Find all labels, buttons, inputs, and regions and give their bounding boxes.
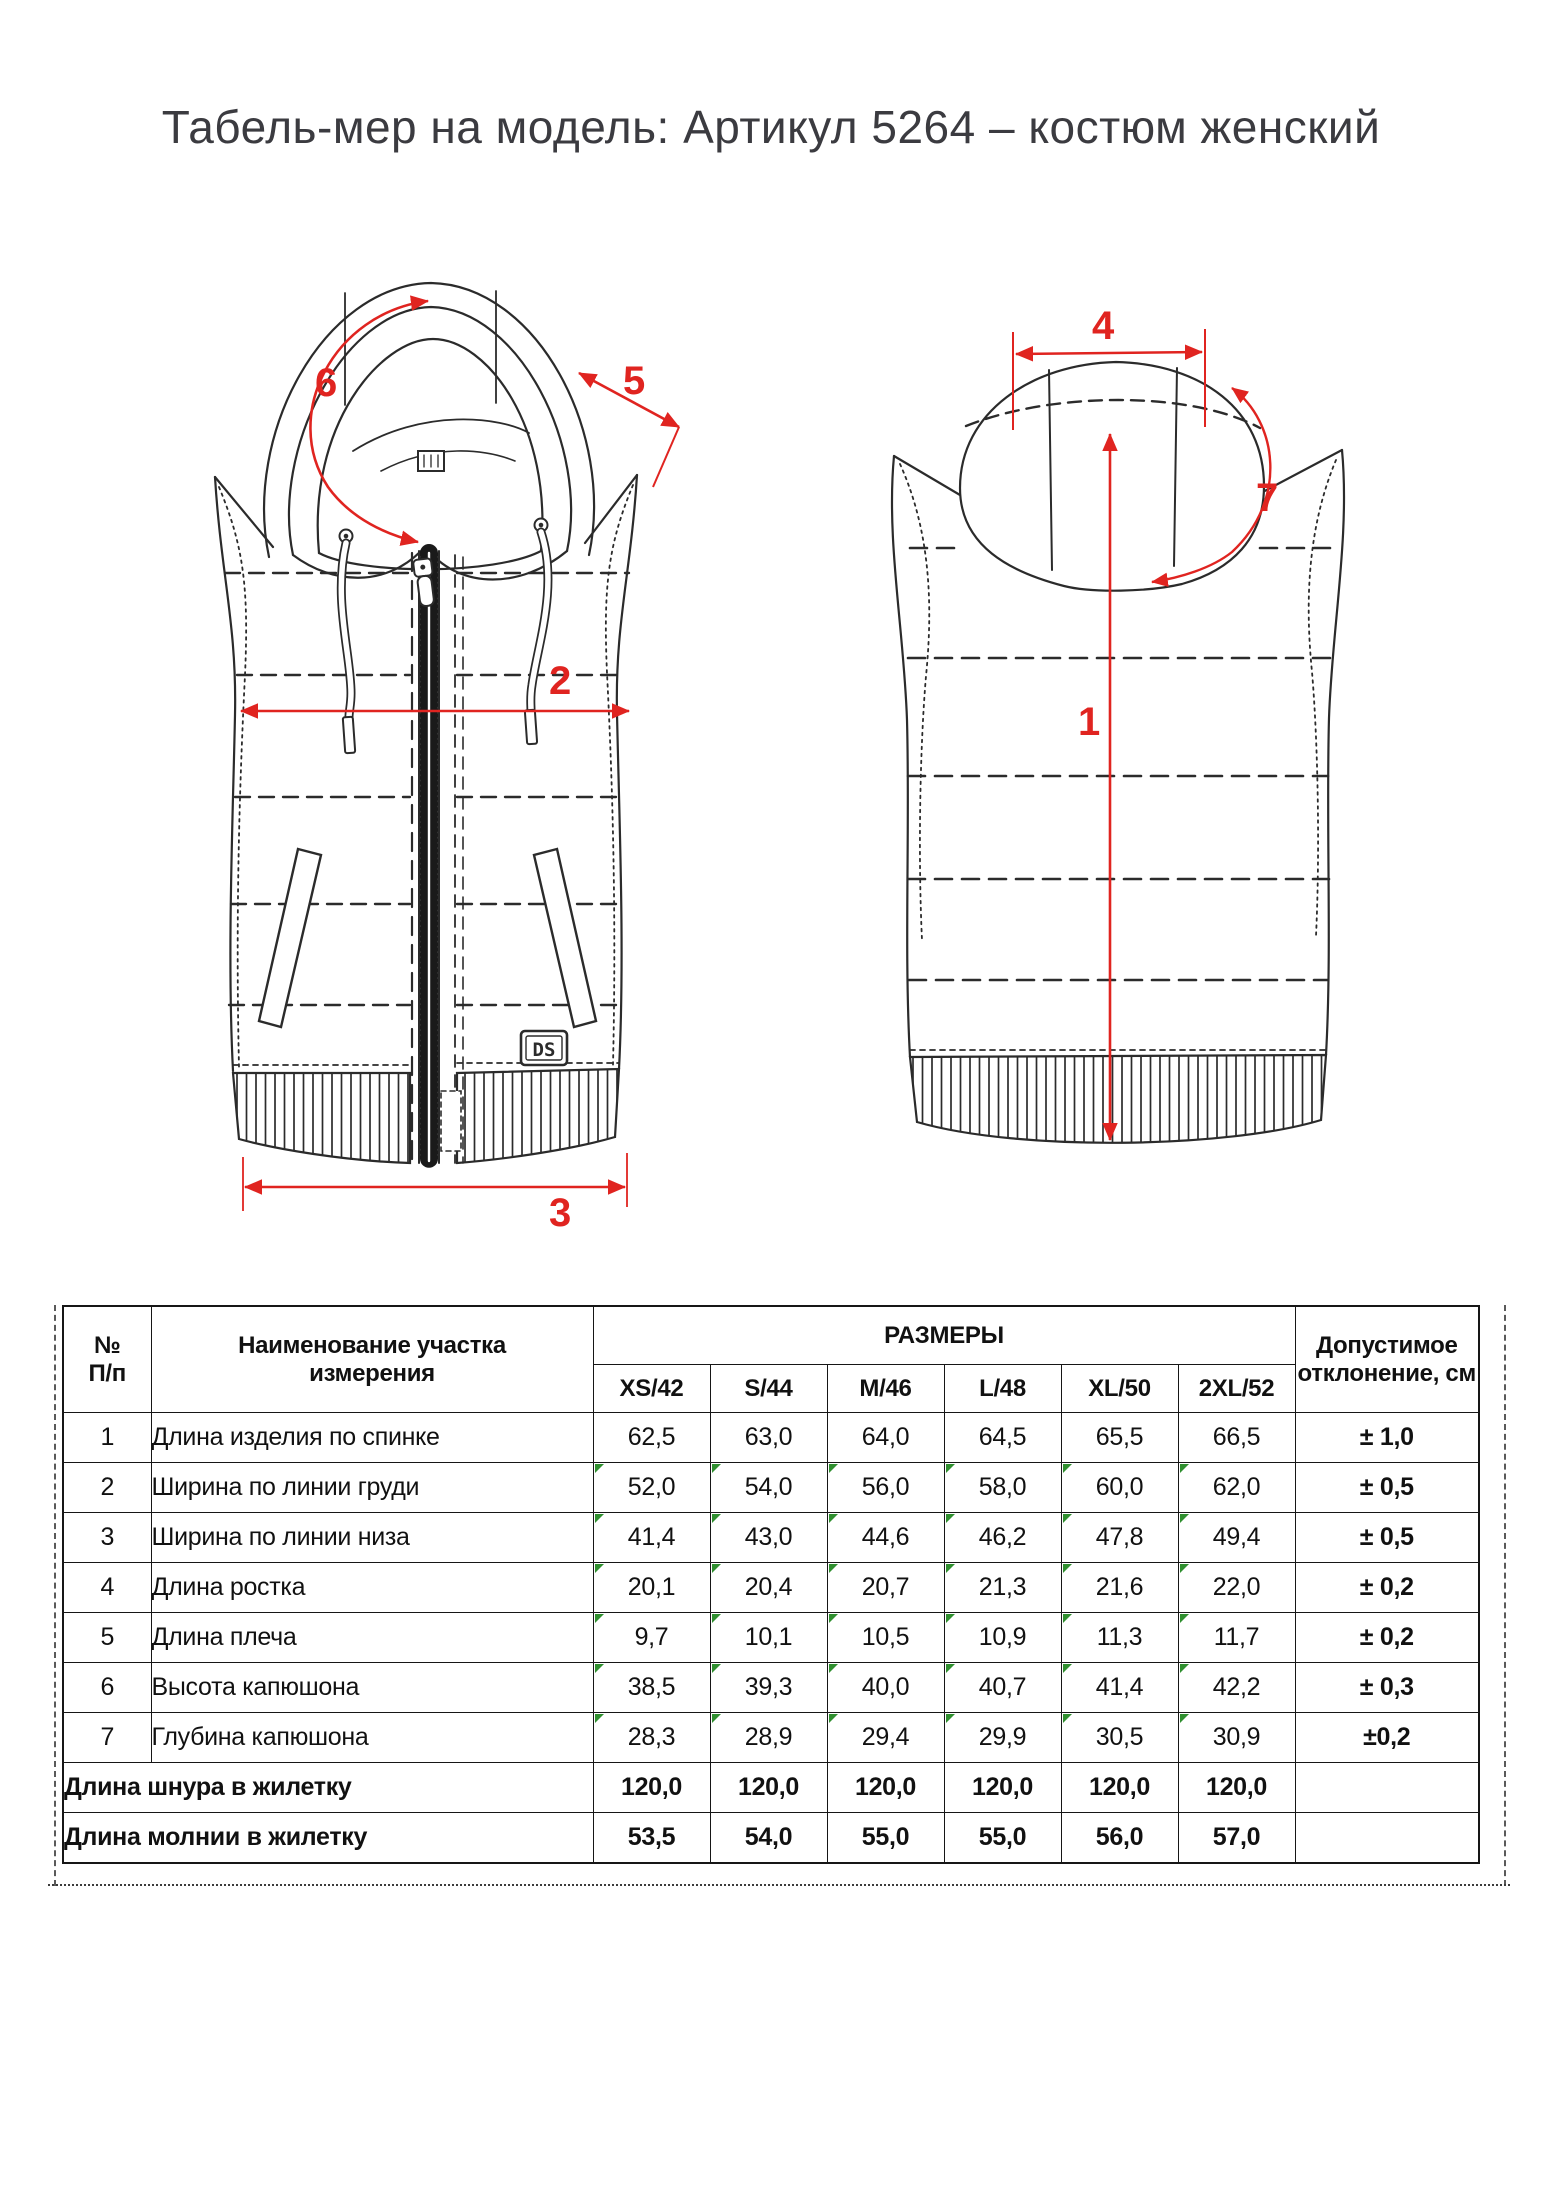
cell-flag-icon xyxy=(829,1614,838,1623)
cell-flag-icon xyxy=(829,1664,838,1673)
cell-flag-icon xyxy=(946,1514,955,1523)
cell-flag-icon xyxy=(1063,1464,1072,1473)
cell-flag-icon xyxy=(1063,1714,1072,1723)
size-value-cell: 56,0 xyxy=(1061,1813,1178,1864)
size-value-cell: 120,0 xyxy=(710,1763,827,1813)
garment-back-drawing xyxy=(880,300,1360,1170)
dim-label-shoulder: 5 xyxy=(623,359,646,403)
size-value-cell: 41,4 xyxy=(1061,1663,1178,1713)
size-value-cell: 60,0 xyxy=(1061,1463,1178,1513)
cell-flag-icon xyxy=(1180,1464,1189,1473)
cell-flag-icon xyxy=(712,1564,721,1573)
size-value-cell: 10,1 xyxy=(710,1613,827,1663)
cell-flag-icon xyxy=(829,1714,838,1723)
size-value-cell: 38,5 xyxy=(593,1663,710,1713)
tolerance-cell: ± 1,0 xyxy=(1295,1413,1479,1463)
size-value-cell: 54,0 xyxy=(710,1463,827,1513)
size-value-cell: 41,4 xyxy=(593,1513,710,1563)
cell-flag-icon xyxy=(712,1514,721,1523)
cell-flag-icon xyxy=(1063,1514,1072,1523)
tolerance-cell-empty xyxy=(1295,1813,1479,1864)
garment-back-sketch xyxy=(880,300,1360,1170)
cell-flag-icon xyxy=(946,1564,955,1573)
size-value-cell: 49,4 xyxy=(1178,1513,1295,1563)
size-value-cell: 46,2 xyxy=(944,1513,1061,1563)
cell-flag-icon xyxy=(1180,1664,1189,1673)
tolerance-cell: ±0,2 xyxy=(1295,1713,1479,1763)
cell-flag-icon xyxy=(712,1714,721,1723)
cell-flag-icon xyxy=(829,1514,838,1523)
size-value-cell: 29,4 xyxy=(827,1713,944,1763)
table-row-cord-length xyxy=(63,1763,1479,1813)
cell-flag-icon xyxy=(946,1614,955,1623)
size-value-cell: 65,5 xyxy=(1061,1413,1178,1463)
measure-name: Длина плеча xyxy=(151,1613,593,1663)
dim-label-hood-height: 6 xyxy=(315,361,338,405)
row-number: 1 xyxy=(63,1413,151,1463)
table-row xyxy=(63,1563,1479,1613)
cell-flag-icon xyxy=(1180,1614,1189,1623)
garment-front-drawing xyxy=(185,255,695,1255)
size-value-cell: 62,5 xyxy=(593,1413,710,1463)
cell-flag-icon xyxy=(595,1514,604,1523)
size-value-cell: 20,4 xyxy=(710,1563,827,1613)
cell-flag-icon xyxy=(595,1564,604,1573)
size-value-cell: 11,7 xyxy=(1178,1613,1295,1663)
measurement-table xyxy=(62,1305,1480,1864)
size-value-cell: 21,3 xyxy=(944,1563,1061,1613)
size-col-header: L/48 xyxy=(944,1365,1061,1413)
measure-name: Длина изделия по спинке xyxy=(151,1413,593,1463)
dim-label-chest-width: 2 xyxy=(549,659,572,703)
size-value-cell: 42,2 xyxy=(1178,1663,1295,1713)
size-value-cell: 120,0 xyxy=(1178,1763,1295,1813)
table-row xyxy=(63,1513,1479,1563)
dim-label-hem-width: 3 xyxy=(549,1191,572,1235)
size-value-cell: 20,1 xyxy=(593,1563,710,1613)
row-number: 5 xyxy=(63,1613,151,1663)
size-value-cell: 52,0 xyxy=(593,1463,710,1513)
measure-name: Глубина капюшона xyxy=(151,1713,593,1763)
size-value-cell: 43,0 xyxy=(710,1513,827,1563)
dim-label-length-back: 1 xyxy=(1078,700,1101,744)
size-value-cell: 30,5 xyxy=(1061,1713,1178,1763)
size-value-cell: 62,0 xyxy=(1178,1463,1295,1513)
measure-name: Высота капюшона xyxy=(151,1663,593,1713)
tolerance-cell: ± 0,3 xyxy=(1295,1663,1479,1713)
size-value-cell: 58,0 xyxy=(944,1463,1061,1513)
cell-flag-icon xyxy=(829,1564,838,1573)
cell-flag-icon xyxy=(1180,1714,1189,1723)
size-value-cell: 30,9 xyxy=(1178,1713,1295,1763)
size-value-cell: 55,0 xyxy=(827,1813,944,1864)
size-value-cell: 9,7 xyxy=(593,1613,710,1663)
page-break-guide-bottom xyxy=(48,1884,1510,1886)
table-row xyxy=(63,1613,1479,1663)
dim-label-hood-depth: 7 xyxy=(1256,476,1279,520)
cell-flag-icon xyxy=(1063,1564,1072,1573)
cell-flag-icon xyxy=(946,1664,955,1673)
col-header-tolerance: Допустимое отклонение, см xyxy=(1295,1306,1479,1413)
cell-flag-icon xyxy=(712,1464,721,1473)
size-value-cell: 57,0 xyxy=(1178,1813,1295,1864)
size-col-header: XL/50 xyxy=(1061,1365,1178,1413)
page-break-guide-left xyxy=(54,1305,56,1886)
cell-flag-icon xyxy=(829,1464,838,1473)
col-header-sizes-group: РАЗМЕРЫ xyxy=(593,1306,1295,1365)
table-header-row xyxy=(63,1306,1479,1365)
measure-name: Длина молнии в жилетку xyxy=(63,1813,593,1864)
size-value-cell: 56,0 xyxy=(827,1463,944,1513)
size-value-cell: 120,0 xyxy=(944,1763,1061,1813)
tolerance-cell: ± 0,5 xyxy=(1295,1513,1479,1563)
size-value-cell: 21,6 xyxy=(1061,1563,1178,1613)
table-row xyxy=(63,1713,1479,1763)
garment-front-sketch xyxy=(185,255,695,1255)
dim-label-neck-width: 4 xyxy=(1092,304,1115,348)
table-row xyxy=(63,1663,1479,1713)
col-header-num: № П/п xyxy=(63,1306,151,1413)
size-value-cell: 39,3 xyxy=(710,1663,827,1713)
tolerance-cell: ± 0,2 xyxy=(1295,1613,1479,1663)
cell-flag-icon xyxy=(1180,1564,1189,1573)
row-number: 7 xyxy=(63,1713,151,1763)
size-value-cell: 55,0 xyxy=(944,1813,1061,1864)
size-value-cell: 120,0 xyxy=(593,1763,710,1813)
size-value-cell: 10,9 xyxy=(944,1613,1061,1663)
size-value-cell: 40,0 xyxy=(827,1663,944,1713)
size-col-header: M/46 xyxy=(827,1365,944,1413)
size-value-cell: 66,5 xyxy=(1178,1413,1295,1463)
size-value-cell: 64,5 xyxy=(944,1413,1061,1463)
page-break-guide-right xyxy=(1504,1305,1506,1886)
size-value-cell: 53,5 xyxy=(593,1813,710,1864)
size-col-header: S/44 xyxy=(710,1365,827,1413)
size-value-cell: 40,7 xyxy=(944,1663,1061,1713)
brand-patch-text: DS xyxy=(532,1039,556,1061)
cell-flag-icon xyxy=(946,1464,955,1473)
row-number: 4 xyxy=(63,1563,151,1613)
size-value-cell: 11,3 xyxy=(1061,1613,1178,1663)
tolerance-cell: ± 0,5 xyxy=(1295,1463,1479,1513)
size-value-cell: 64,0 xyxy=(827,1413,944,1463)
size-value-cell: 63,0 xyxy=(710,1413,827,1463)
table-row xyxy=(63,1413,1479,1463)
cell-flag-icon xyxy=(595,1464,604,1473)
measure-name: Ширина по линии низа xyxy=(151,1513,593,1563)
cell-flag-icon xyxy=(595,1664,604,1673)
cell-flag-icon xyxy=(1180,1514,1189,1523)
cell-flag-icon xyxy=(712,1614,721,1623)
row-number: 2 xyxy=(63,1463,151,1513)
table-row-zipper-length xyxy=(63,1813,1479,1864)
cell-flag-icon xyxy=(712,1664,721,1673)
measure-name: Длина шнура в жилетку xyxy=(63,1763,593,1813)
row-number: 6 xyxy=(63,1663,151,1713)
size-value-cell: 29,9 xyxy=(944,1713,1061,1763)
size-value-cell: 20,7 xyxy=(827,1563,944,1613)
size-value-cell: 22,0 xyxy=(1178,1563,1295,1613)
size-col-header: 2XL/52 xyxy=(1178,1365,1295,1413)
table-row xyxy=(63,1463,1479,1513)
col-header-name: Наименование участка измерения xyxy=(151,1306,593,1413)
size-value-cell: 54,0 xyxy=(710,1813,827,1864)
measure-name: Ширина по линии груди xyxy=(151,1463,593,1513)
tolerance-cell-empty xyxy=(1295,1763,1479,1813)
cell-flag-icon xyxy=(1063,1664,1072,1673)
size-value-cell: 47,8 xyxy=(1061,1513,1178,1563)
cell-flag-icon xyxy=(595,1614,604,1623)
size-value-cell: 28,3 xyxy=(593,1713,710,1763)
measure-name: Длина ростка xyxy=(151,1563,593,1613)
size-value-cell: 28,9 xyxy=(710,1713,827,1763)
size-value-cell: 44,6 xyxy=(827,1513,944,1563)
row-number: 3 xyxy=(63,1513,151,1563)
cell-flag-icon xyxy=(946,1714,955,1723)
size-value-cell: 10,5 xyxy=(827,1613,944,1663)
cell-flag-icon xyxy=(595,1714,604,1723)
size-col-header: XS/42 xyxy=(593,1365,710,1413)
tolerance-cell: ± 0,2 xyxy=(1295,1563,1479,1613)
size-value-cell: 120,0 xyxy=(827,1763,944,1813)
page-title: Табель-мер на модель: Артикул 5264 – костюм женский xyxy=(161,101,1381,153)
size-value-cell: 120,0 xyxy=(1061,1763,1178,1813)
cell-flag-icon xyxy=(1063,1614,1072,1623)
